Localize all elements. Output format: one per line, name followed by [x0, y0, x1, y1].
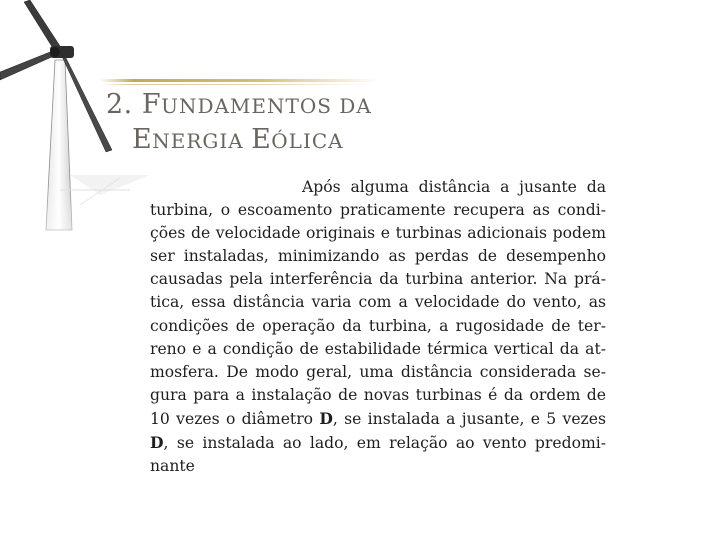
heading-initial-e1: E	[132, 124, 153, 155]
heading-rule-shadow	[100, 84, 380, 85]
paragraph-line: nante	[150, 457, 195, 476]
body-paragraph	[150, 176, 606, 478]
paragraph-line: causadas pela interferência da turbina anterior. Na prá-	[150, 270, 606, 289]
heading-line2-rest2: ÓLICA	[271, 129, 344, 153]
paragraph-line	[150, 431, 606, 455]
section-heading	[106, 88, 372, 158]
paragraph-line: turbina, o escoamento praticamente recupera as condi-	[150, 201, 606, 220]
line12-text-b: , se instalada ao lado, em relação ao vento predomi-	[163, 434, 606, 453]
paragraph-line: Após alguma distância a jusante da	[302, 178, 606, 196]
diameter-symbol: D	[319, 408, 333, 428]
heading-rule	[100, 79, 380, 82]
paragraph-line: gura para a instalação de novas turbinas é da ordem de	[150, 385, 606, 404]
line11-text-b: , se instalada a jusante, e 5 vezes	[332, 409, 606, 428]
paragraph-line: ções de velocidade originais e turbinas adicionais podem	[150, 224, 606, 243]
heading-initial-f: F	[141, 89, 162, 120]
paragraph-line: condições de operação da turbina, a rugosidade de ter-	[150, 316, 606, 335]
paragraph-line	[150, 407, 606, 431]
heading-initial-e2: E	[251, 124, 272, 155]
heading-number: 2.	[106, 89, 133, 120]
paragraph-line: reno e a condição de estabilidade térmica vertical da at-	[150, 339, 606, 358]
paragraph-line: ser instaladas, minimizando as perdas de desempenho	[150, 247, 606, 266]
line11-text-a: 10 vezes o diâmetro	[150, 409, 320, 428]
heading-line1-rest: UNDAMENTOS DA	[161, 94, 372, 118]
heading-line2-rest1: NERGIA	[152, 129, 252, 153]
diameter-symbol: D	[150, 433, 164, 453]
paragraph-line: tica, essa distância varia com a velocidade do vento, as	[150, 293, 606, 312]
paragraph-line: mosfera. De modo geral, uma distância considerada se-	[150, 362, 606, 381]
heading-line2	[106, 123, 372, 158]
